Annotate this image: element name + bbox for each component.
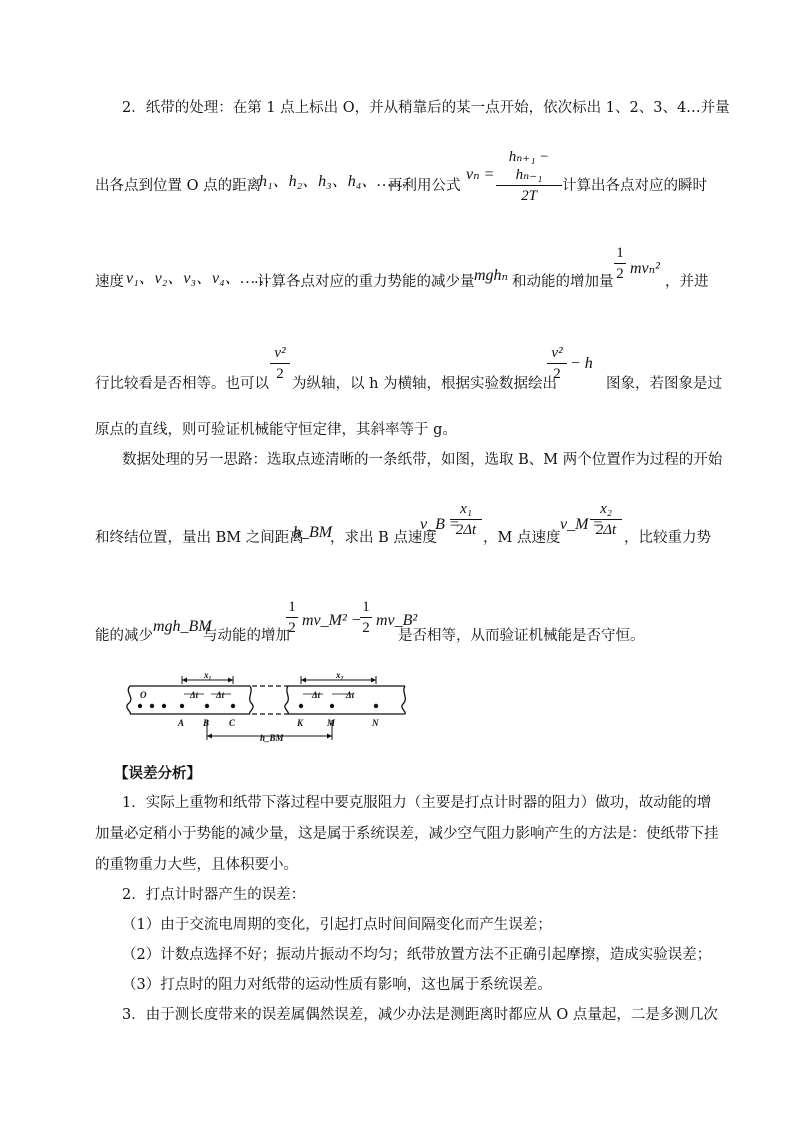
fraction-bar: [450, 519, 482, 520]
tape-dot-m: [330, 704, 334, 708]
hbm-symbol: h_BM: [293, 524, 333, 541]
tape-dot-n: [374, 704, 378, 708]
error-item1-line3: 的重物重力大些，且体积要小。: [95, 857, 298, 873]
fraction-bar: [270, 363, 290, 364]
fraction-bar: [614, 263, 626, 264]
para2-line1: 数据处理的另一思路：选取点迹清晰的一条纸带，如图，选取 B、M 两个位置作为过程的开始: [122, 452, 723, 468]
graph-fraction: [547, 344, 567, 383]
para2-line2-d: ，M 点速度: [483, 530, 561, 546]
para1-line3-c: 计算各点对应的重力势能的减少量: [257, 274, 475, 290]
dt-label: Δt: [312, 690, 321, 700]
formula-vn-fraction: [496, 148, 562, 205]
kinetic-energy-term: mvₙ²: [630, 260, 660, 277]
para2-line2-c: ，求出 B 点速度: [330, 530, 437, 546]
fraction-bar: [547, 363, 567, 364]
error-item3: 3．由于测长度带来的误差属偶然误差，减少办法是测距离时都应从 O 点量起，二是多测几次: [122, 1007, 718, 1023]
error-analysis-heading: 【误差分析】: [114, 765, 201, 782]
tape-break: [285, 686, 288, 714]
dt-label: Δt: [346, 690, 355, 700]
formula-vn-denominator: 2T: [521, 188, 537, 204]
vb-denominator: 2Δt: [455, 522, 477, 538]
hbm-label: h_BM: [260, 733, 284, 743]
half-numerator: 1: [616, 245, 624, 261]
para1-line4-a: 行比较看是否相等。也可以: [95, 376, 269, 392]
tape-dot-k: [299, 704, 303, 708]
half-denominator: 2: [616, 266, 624, 282]
dt-label: Δt: [190, 690, 199, 700]
dt-label: Δt: [216, 690, 225, 700]
potential-energy-formula: mghₙ: [474, 267, 509, 284]
tape-label-m: M: [327, 718, 336, 728]
tape-dot: [162, 704, 166, 708]
error-item2-2: （2）计数点选择不好；振动片振动不均匀；纸带放置方法不正确引起摩擦，造成实验误差；: [122, 947, 712, 963]
para1-line3-e: 和动能的增加量: [512, 274, 614, 290]
v2-denominator: 2: [276, 366, 284, 382]
tape-dot: [150, 704, 154, 708]
vm-numerator: x₂: [600, 501, 612, 517]
x2-label: x₂: [336, 670, 344, 680]
formula-vm-lhs: v_M =: [560, 516, 604, 533]
half-numerator: 1: [362, 599, 370, 615]
formula-vm-fraction: [590, 500, 622, 539]
tape-break: [250, 686, 253, 714]
tape-label-a: A: [178, 718, 185, 728]
tape-label-c: C: [229, 718, 236, 728]
tape-dot-c: [231, 704, 235, 708]
tape-dot: [138, 704, 142, 708]
tape-dot-b: [205, 704, 209, 708]
para2-line2-e: ，比较重力势: [624, 530, 711, 546]
v2-half-fraction: [270, 344, 290, 383]
para1-line4-c: 图象，若图象是过: [606, 376, 722, 392]
fraction-bar: [590, 519, 622, 520]
distance-symbols: h₁、h₂、h₃、h₄、……: [259, 173, 406, 190]
tape-label-n: N: [372, 718, 379, 728]
graph-numerator: v²: [551, 345, 563, 361]
fraction-bar: [496, 185, 562, 186]
kinetic-term-b: mv_B²: [376, 612, 418, 629]
tape-label-o: O: [140, 690, 147, 700]
half-fraction: [614, 244, 626, 283]
fraction-bar: [286, 617, 298, 618]
error-item2-1: （1）由于交流电周期的变化，引起打点时间间隔变化而产生误差；: [122, 917, 552, 933]
v2-numerator: v²: [274, 345, 286, 361]
fraction-bar: [360, 617, 372, 618]
formula-vn-numerator: hₙ₊₁ − hₙ₋₁: [508, 149, 550, 183]
para1-line3-f: ，并进: [665, 274, 709, 290]
error-item1-line1: 1．实际上重物和纸带下落过程中要克服阻力（主要是打点计时器的阻力）做功，故动能的增: [122, 795, 712, 811]
half-numerator: 1: [288, 599, 296, 615]
para1-line5: 原点的直线，则可验证机械能守恒定律，其斜率等于 g。: [95, 422, 457, 438]
velocity-symbols: v₁、v₂、v₃、v₄、……: [126, 270, 270, 287]
para2-line3-c: 与动能的增加: [203, 628, 290, 644]
error-item2: 2．打点计时器产生的误差：: [122, 887, 306, 903]
mghbm-symbol: mgh_BM: [153, 618, 212, 635]
tape-label-k: K: [297, 718, 304, 728]
half-denominator: 2: [362, 620, 370, 636]
half-fraction-m: [286, 598, 298, 637]
para2-line3-a: 能的减少: [95, 628, 153, 644]
error-item1-line2: 加量必定稍小于势能的减少量，这是属于系统误差，减少空气阻力影响产生的方法是：使纸带下挂: [95, 826, 719, 842]
tape-left-end: [127, 686, 131, 714]
para1-line4-b: 为纵轴，以 h 为横轴，根据实验数据绘出: [292, 376, 558, 392]
para1-line2-a: 出各点到位置 O 点的距离: [95, 178, 262, 194]
paper-tape-diagram: [120, 668, 410, 748]
para1-line2-c: 再利用公式: [388, 178, 461, 194]
para1-line1: 2．纸带的处理：在第 1 点上标出 O，并从稍靠后的某一点开始，依次标出 1、2、3、4…并量: [122, 100, 730, 116]
half-fraction-b: [360, 598, 372, 637]
formula-vb-fraction: [450, 500, 482, 539]
graph-denominator: 2: [553, 366, 561, 382]
formula-vb-lhs: v_B =: [420, 516, 460, 533]
formula-vn-lhs: vₙ =: [466, 166, 495, 183]
tape-right-end: [402, 686, 405, 714]
vb-numerator: x₁: [460, 501, 472, 517]
vm-denominator: 2Δt: [595, 522, 617, 538]
tape-dot-a: [180, 704, 184, 708]
tape-label-b: B: [203, 718, 210, 728]
para1-line3-a: 速度: [95, 274, 124, 290]
para2-line3-d: 是否相等，从而验证机械能是否守恒。: [398, 628, 645, 644]
para2-line2-a: 和终结位置，量出 BM 之间距离: [95, 530, 304, 546]
para1-line2-d: 计算出各点对应的瞬时: [562, 178, 707, 194]
half-denominator: 2: [288, 620, 296, 636]
error-item2-3: （3）打点时的阻力对纸带的运动性质有影响，这也属于系统误差。: [122, 977, 552, 993]
x1-label: x₁: [204, 670, 212, 680]
kinetic-term-m: mv_M² −: [302, 612, 362, 629]
graph-minus-h: − h: [570, 355, 593, 372]
